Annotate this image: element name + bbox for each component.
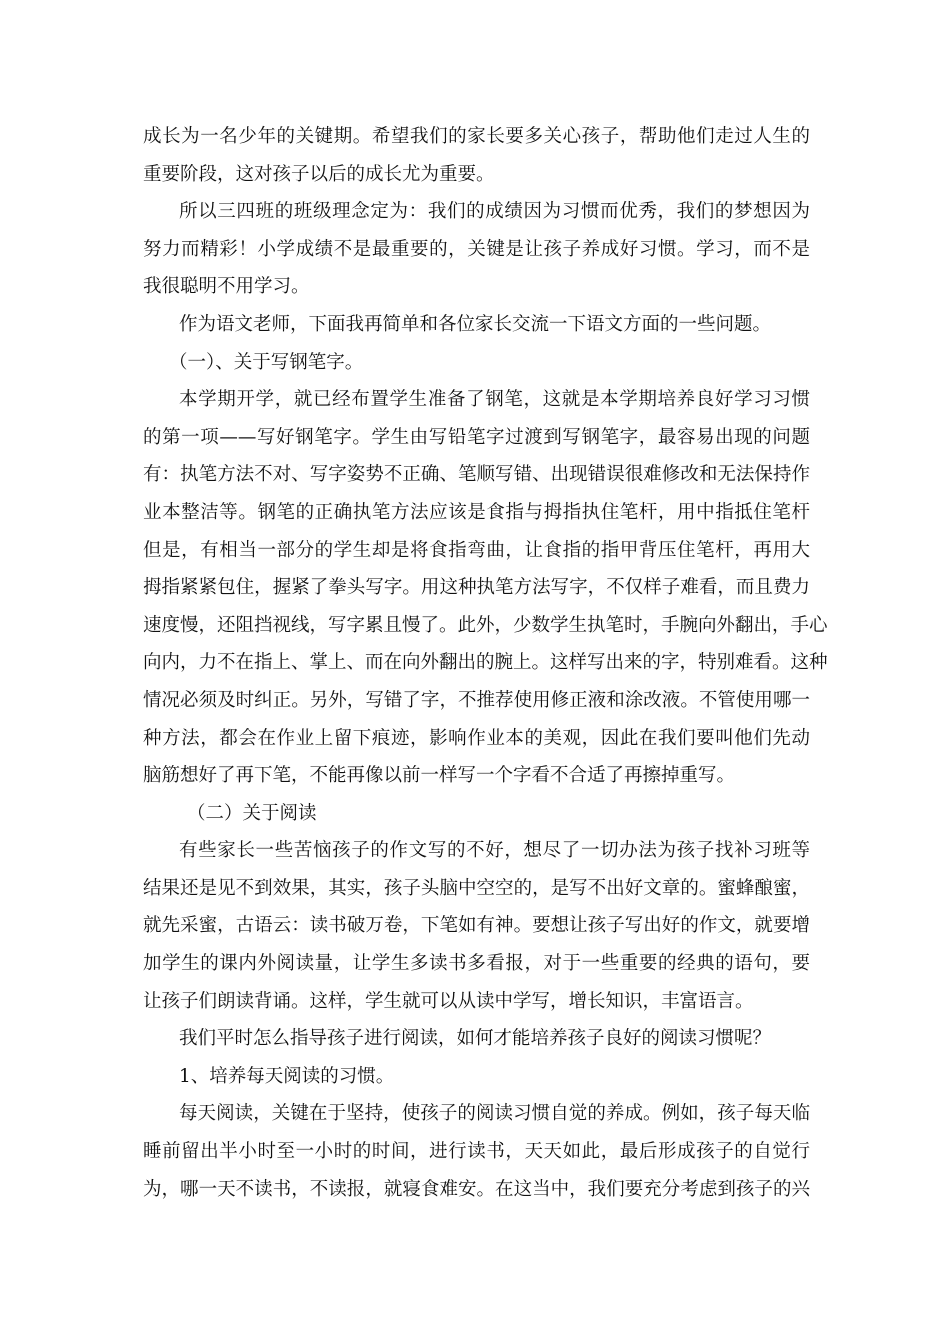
text-line: 种方法，都会在作业上留下痕迹，影响作业本的美观，因此在我们要叫他们先动 (143, 727, 810, 749)
text-line: 所以三四班的班级理念定为：我们的成绩因为习惯而优秀，我们的梦想因为 (179, 201, 810, 223)
text-line: 业本整洁等。钢笔的正确执笔方法应该是食指与拇指执住笔杆，用中指抵住笔杆 (143, 501, 810, 523)
text-line: 有：执笔方法不对、写字姿势不正确、笔顺写错、出现错误很难修改和无法保持作 (143, 464, 810, 486)
text-line: 我很聪明不用学习。 (143, 276, 310, 298)
text-line: （一）、关于写钢笔字。 (169, 351, 364, 373)
text-line: 加学生的课内外阅读量，让学生多读书多看报，对于一些重要的经典的语句，要 (143, 953, 810, 975)
text-line: （二）关于阅读 (187, 802, 317, 824)
text-line: 拇指紧紧包住，握紧了拳头写字。用这种执笔方法写字，不仅样子难看，而且费力 (143, 577, 810, 599)
text-line: 努力而精彩！小学成绩不是最重要的，关键是让孩子养成好习惯。学习，而不是 (143, 238, 810, 260)
text-line: 有些家长一些苦恼孩子的作文写的不好，想尽了一切办法为孩子找补习班等 (179, 840, 810, 862)
text-line: 本学期开学，就已经布置学生准备了钢笔，这就是本学期培养良好学习习惯 (179, 389, 810, 411)
text-line: 我们平时怎么指导孩子进行阅读，如何才能培养孩子良好的阅读习惯呢？ (179, 1028, 772, 1050)
text-line: 向内，力不在指上、掌上、而在向外翻出的腕上。这样写出来的字，特别难看。这种 (143, 652, 828, 674)
text-line: 成长为一名少年的关键期。希望我们的家长要多关心孩子，帮助他们走过人生的 (143, 126, 810, 147)
document-page (143, 118, 828, 1208)
text-line: 速度慢，还阻挡视线，写字累且慢了。此外，少数学生执笔时，手腕向外翻出，手心 (143, 614, 828, 636)
text-line: 脑筋想好了再下笔，不能再像以前一样写一个字看不合适了再擦掉重写。 (143, 765, 736, 787)
document-body (143, 118, 828, 1208)
text-line: 就先采蜜，古语云：读书破万卷，下笔如有神。要想让孩子写出好的作文，就要增 (143, 915, 810, 937)
text-line: 重要阶段，这对孩子以后的成长尤为重要。 (143, 163, 495, 185)
text-line: 让孩子们朗读背诵。这样，学生就可以从读中学写，增长知识，丰富语言。 (143, 990, 754, 1012)
text-line: 情况必须及时纠正。另外，写错了字，不推荐使用修正液和涂改液。不管使用哪一 (143, 689, 810, 711)
text-line: 1、培养每天阅读的习惯。 (179, 1065, 395, 1087)
text-line: 结果还是见不到效果，其实，孩子头脑中空空的，是写不出好文章的。蜜蜂酿蜜， (143, 877, 810, 899)
text-line: 但是，有相当一部分的学生却是将食指弯曲，让食指的指甲背压住笔杆，再用大 (143, 539, 810, 561)
text-line: 为，哪一天不读书，不读报，就寝食难安。在这当中，我们要充分考虑到孩子的兴 (143, 1178, 810, 1200)
text-line: 每天阅读，关键在于坚持，使孩子的阅读习惯自觉的养成。例如，孩子每天临 (179, 1103, 810, 1125)
text-line: 作为语文老师，下面我再简单和各位家长交流一下语文方面的一些问题。 (179, 313, 772, 335)
text-line: 睡前留出半小时至一小时的时间，进行读书，天天如此，最后形成孩子的自觉行 (143, 1141, 810, 1163)
text-line: 的第一项——写好钢笔字。学生由写铅笔字过渡到写钢笔字，最容易出现的问题 (143, 426, 810, 448)
